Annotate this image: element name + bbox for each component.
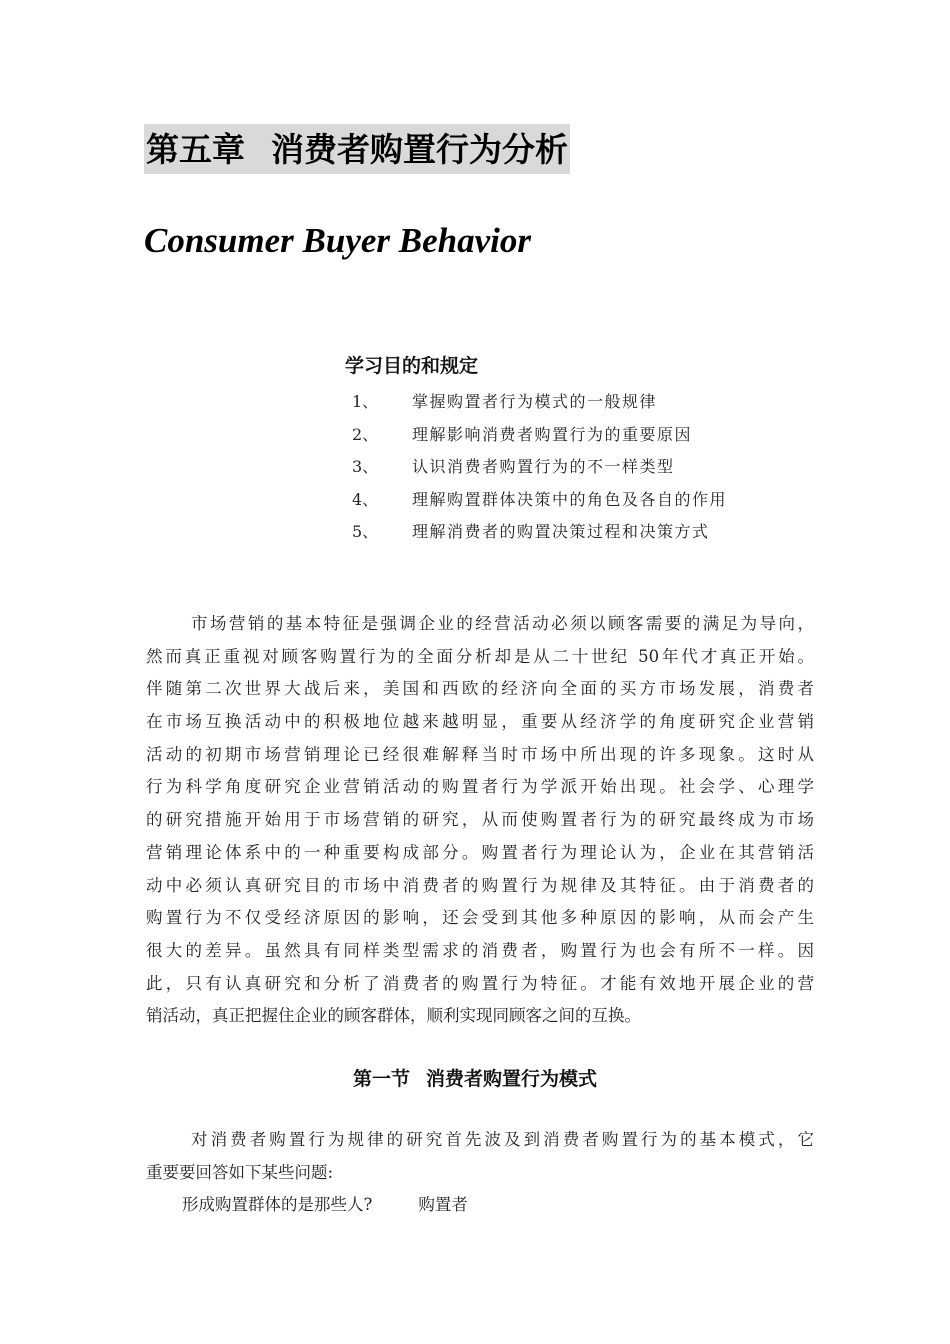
objective-text: 理解影响消费者购置行为的重要原因	[412, 424, 693, 444]
chapter-name: 消费者购置行为分析	[271, 130, 568, 169]
paragraph-line: 动中必须认真研究目的市场中消费者的购置行为规律及其特征。由于消费者的	[146, 875, 814, 895]
english-title: Consumer Buyer Behavior	[144, 221, 531, 260]
objective-item	[352, 421, 727, 454]
paragraph-line: 营销理论体系中的一种重要构成部分。购置者行为理论认为，企业在其营销活	[146, 842, 814, 862]
objective-text: 掌握购置者行为模式的一般规律	[412, 392, 658, 411]
objective-item	[352, 388, 727, 421]
chapter-title	[144, 124, 570, 174]
chapter-number: 第五章	[146, 130, 245, 169]
section-paragraph	[146, 1124, 814, 1189]
paragraph-line: 活动的初期市场营销理论已经很难解释当时市场中所出现的许多现象。这时从	[146, 744, 814, 764]
objective-text: 理解购置群体决策中的角色及各自的作用	[412, 489, 728, 509]
paragraph-line: 市场营销的基本特征是强调企业的经营活动必须以顾客需要的满足为导向，	[191, 614, 814, 633]
objectives-list	[352, 388, 727, 551]
objective-number: 3、	[352, 457, 379, 476]
section-name: 消费者购置行为模式	[426, 1068, 598, 1090]
objective-item	[352, 453, 727, 486]
section-title	[0, 1064, 950, 1094]
objective-number: 5、	[352, 522, 379, 541]
objective-item	[352, 518, 727, 551]
objective-text: 认识消费者购置行为的不一样类型	[412, 457, 675, 476]
answer-text: 购置者	[418, 1195, 468, 1214]
paragraph-line: 很大的差异。虽然具有同样类型需求的消费者，购置行为也会有所不一样。因	[146, 940, 814, 960]
paragraph-line: 的研究措施开始用于市场营销的研究，从而使购置者行为的研究最终成为市场	[146, 810, 814, 830]
paragraph-line: 然而真正重视对顾客购置行为的全面分析却是从二十世纪 50年代才真正开始。	[146, 646, 814, 666]
paragraph-line: 购置行为不仅受经济原因的影响，还会受到其他多种原因的影响，从而会产生	[146, 908, 814, 928]
objective-text: 理解消费者的购置决策过程和决策方式	[412, 522, 710, 541]
objective-number: 1、	[352, 392, 379, 411]
objective-number: 2、	[352, 424, 379, 444]
question-line	[182, 1190, 468, 1220]
paragraph-line: 对消费者购置行为规律的研究首先波及到消费者购置行为的基本模式，它	[191, 1130, 814, 1149]
intro-paragraph	[146, 608, 814, 1033]
paragraph-line: 此，只有认真研究和分析了消费者的购置行为特征。才能有效地开展企业的营	[146, 973, 814, 993]
objectives-heading: 学习目的和规定	[345, 355, 479, 377]
objective-number: 4、	[352, 489, 379, 509]
paragraph-line: 行为科学角度研究企业营销活动的购置者行为学派开始出现。社会学、心理学	[146, 777, 814, 797]
objective-item	[352, 486, 727, 519]
paragraph-line: 伴随第二次世界大战后来，美国和西欧的经济向全面的买方市场发展，消费者	[146, 679, 814, 699]
paragraph-line: 销活动，真正把握住企业的顾客群体，顺利实现同顾客之间的互换。	[146, 1006, 641, 1026]
section-number: 第一节	[352, 1068, 410, 1090]
question-text: 形成购置群体的是那些人?	[182, 1195, 373, 1214]
paragraph-line: 在市场互换活动中的积极地位越来越明显，重要从经济学的角度研究企业营销	[146, 712, 814, 732]
paragraph-line: 重要要回答如下某些问题:	[146, 1162, 334, 1182]
